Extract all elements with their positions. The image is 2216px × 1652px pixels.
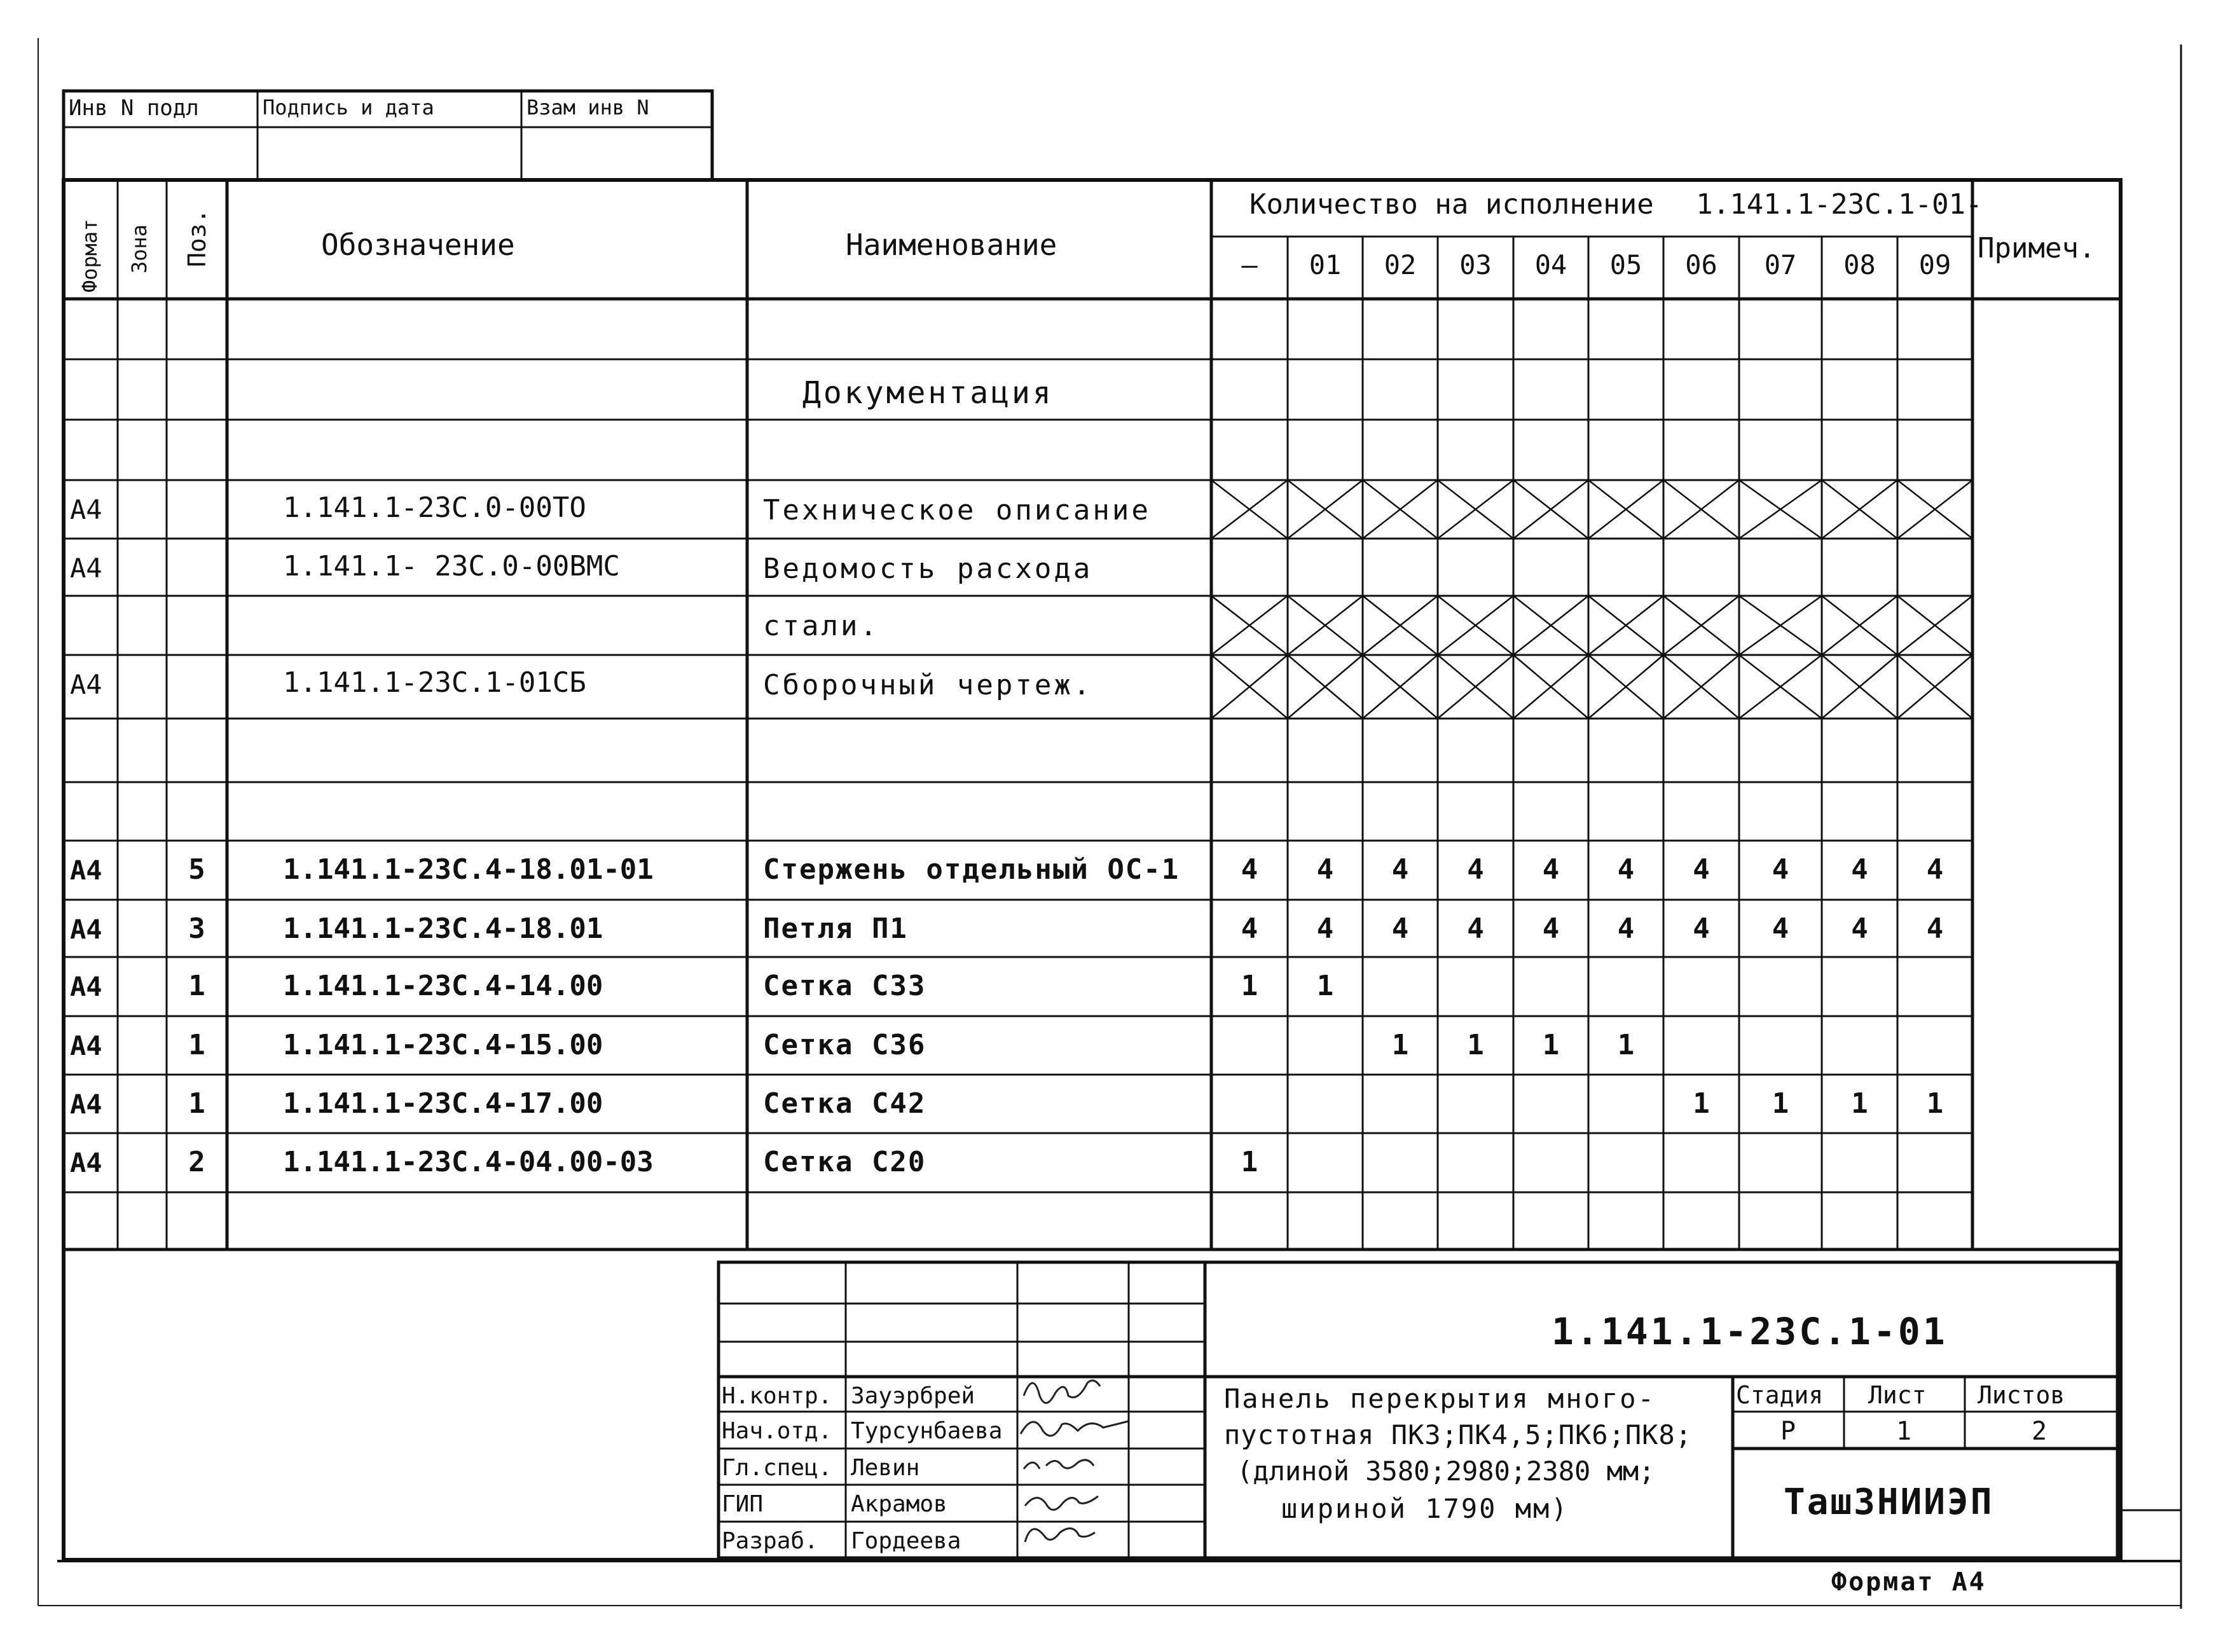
doc-format: А4 [70, 553, 102, 584]
item-code: 1.141.1-23С.4-04.00-03 [283, 1146, 654, 1178]
item-format: А4 [70, 1030, 102, 1061]
item-code: 1.141.1-23С.4-14.00 [283, 970, 603, 1002]
role-name: Левин [851, 1455, 920, 1481]
doc-format: А4 [70, 494, 102, 525]
format-label: Формат А4 [1831, 1567, 1986, 1597]
item-qty: 4 [1772, 853, 1789, 886]
stamp-podpis-data: Подпись и дата [263, 95, 434, 120]
item-qty: 4 [1467, 912, 1484, 945]
item-qty: 4 [1851, 853, 1868, 886]
item-name: Сетка С42 [763, 1087, 926, 1120]
role-name: Зауэрбрей [851, 1383, 975, 1409]
item-poz: 2 [188, 1146, 205, 1178]
item-qty: 4 [1617, 853, 1635, 886]
item-code: 1.141.1-23С.4-18.01 [283, 912, 603, 945]
variant-header-2: 02 [1384, 249, 1417, 280]
signatures [1021, 1380, 1129, 1542]
item-format: А4 [70, 1147, 102, 1178]
item-name: Стержень отдельный ОС-1 [763, 853, 1180, 886]
doc-code: 1.141.1-23С.1-01 [1552, 1310, 1948, 1353]
variant-header-1: 01 [1309, 249, 1342, 280]
role-name: Турсунбаева [851, 1418, 1003, 1444]
stamp-vzam-inv: Взам инв N [526, 95, 649, 120]
variant-header-9: 09 [1918, 249, 1951, 280]
header-format: Формат [78, 219, 102, 293]
role-label: Нач.отд. [722, 1418, 832, 1444]
header-oboznachenie: Обозначение [321, 228, 515, 262]
doc-code: 1.141.1-23С.0-00ТО [283, 492, 586, 524]
item-qty: 4 [1772, 912, 1789, 945]
role-label: Н.контр. [722, 1383, 832, 1409]
item-poz: 5 [188, 853, 205, 886]
header-kolichestvo [1249, 188, 1983, 221]
role-label: ГИП [722, 1491, 764, 1517]
description-line-4: шириной 1790 мм) [1281, 1493, 1569, 1524]
item-code: 1.141.1-23С.4-17.00 [283, 1087, 603, 1120]
role-name: Акрамов [851, 1491, 947, 1517]
item-qty: 4 [1241, 912, 1258, 945]
description-line-3: (длиной 3580;2980;2380 мм; [1237, 1456, 1655, 1487]
item-qty: 4 [1391, 853, 1409, 886]
description-line-1: Панель перекрытия много- [1224, 1383, 1656, 1414]
item-poz: 1 [188, 1029, 205, 1061]
item-qty: 4 [1542, 912, 1560, 945]
item-name: Сетка С20 [763, 1146, 926, 1178]
variant-header-0: — [1241, 249, 1258, 280]
item-qty: 4 [1316, 912, 1334, 945]
doc-code: 1.141.1-23С.1-01СБ [283, 666, 586, 699]
item-qty: 1 [1542, 1029, 1560, 1061]
item-qty: 4 [1693, 912, 1710, 945]
variant-header-8: 08 [1843, 249, 1876, 280]
header-zona: Зона [127, 224, 151, 273]
doc-name: стали. [763, 610, 879, 642]
item-qty: 4 [1467, 853, 1484, 886]
item-qty: 4 [1241, 853, 1258, 886]
item-format: А4 [70, 971, 102, 1002]
item-name: Сетка С33 [763, 970, 926, 1002]
variant-header-7: 07 [1764, 249, 1797, 280]
item-format: А4 [70, 1089, 102, 1120]
item-name: Сетка С36 [763, 1029, 926, 1061]
item-qty: 1 [1772, 1087, 1789, 1120]
role-label: Разраб. [722, 1528, 818, 1554]
item-qty: 4 [1926, 912, 1944, 945]
item-code: 1.141.1-23С.4-15.00 [283, 1029, 603, 1061]
header-primech: Примеч. [1978, 232, 2096, 265]
variant-header-4: 04 [1534, 249, 1567, 280]
listov-value: 2 [2032, 1417, 2047, 1446]
item-qty: 4 [1542, 853, 1560, 886]
header-kolichestvo-label: Количество на исполнение [1249, 188, 1654, 221]
stamp-inv-podl: Инв N подл [69, 95, 199, 121]
listov-label: Листов [1978, 1381, 2065, 1409]
organization: ТашЗНИИЭП [1784, 1482, 1994, 1523]
description-line-2: пустотная ПК3;ПК4,5;ПК6;ПК8; [1224, 1419, 1693, 1450]
item-qty: 4 [1693, 853, 1710, 886]
stadiya-label: Стадия [1736, 1381, 1824, 1409]
item-qty: 1 [1693, 1087, 1710, 1120]
item-format: А4 [70, 914, 102, 945]
item-qty: 4 [1391, 912, 1409, 945]
variant-header-3: 03 [1459, 249, 1492, 280]
item-qty: 1 [1316, 970, 1334, 1002]
doc-name: Сборочный чертеж. [763, 669, 1093, 701]
item-poz: 1 [188, 970, 205, 1002]
item-qty: 4 [1851, 912, 1868, 945]
list-value: 1 [1896, 1417, 1912, 1446]
item-qty: 1 [1926, 1087, 1944, 1120]
item-qty: 1 [1467, 1029, 1484, 1061]
list-label: Лист [1868, 1381, 1927, 1409]
header-poz: Поз. [183, 209, 211, 267]
item-qty: 4 [1617, 912, 1635, 945]
role-label: Гл.спец. [722, 1455, 832, 1481]
stadiya-value: Р [1780, 1417, 1796, 1446]
variant-header-5: 05 [1609, 249, 1642, 280]
item-qty: 1 [1851, 1087, 1868, 1120]
item-qty: 1 [1617, 1029, 1635, 1061]
item-poz: 1 [188, 1087, 205, 1120]
item-qty: 1 [1241, 1146, 1258, 1178]
item-format: А4 [70, 855, 102, 886]
item-name: Петля П1 [763, 912, 908, 945]
variant-header-6: 06 [1685, 249, 1717, 280]
item-poz: 3 [188, 912, 205, 945]
item-qty: 1 [1391, 1029, 1409, 1061]
crossed-cells [1211, 480, 1972, 719]
header-naimenovanie: Наименование [846, 228, 1057, 262]
item-qty: 1 [1241, 970, 1258, 1002]
doc-name: Ведомость расхода [763, 553, 1093, 585]
doc-format: А4 [70, 669, 102, 700]
doc-name: Техническое описание [763, 494, 1151, 527]
item-code: 1.141.1-23С.4-18.01-01 [283, 853, 654, 886]
header-kolichestvo-code: 1.141.1-23С.1-01- [1696, 188, 1983, 221]
role-name: Гордеева [851, 1528, 961, 1554]
section-title: Документация [802, 375, 1054, 411]
item-qty: 4 [1316, 853, 1334, 886]
item-qty: 4 [1926, 853, 1944, 886]
doc-code: 1.141.1- 23С.0-00ВМС [283, 550, 620, 582]
